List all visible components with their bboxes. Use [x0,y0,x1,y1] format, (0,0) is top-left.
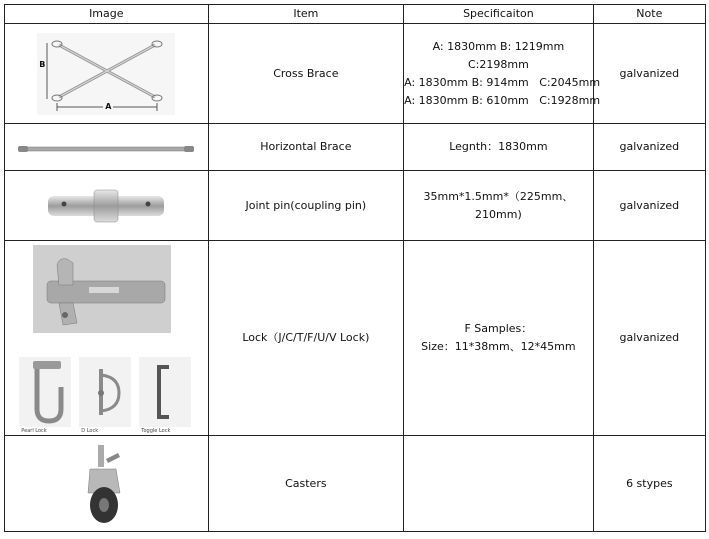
cross-brace-image [37,33,175,115]
header-specification: Specificaiton [404,5,594,24]
spec-table [4,4,706,532]
spec-line: F Samples： [464,322,533,335]
lock-caption: Toggle Lock [141,428,171,434]
toggle-lock-image [139,357,191,434]
item-cell: Cross Brace [208,24,404,124]
image-cell [5,171,209,241]
dimension-b-label: B [39,59,46,69]
table-row [5,241,706,436]
horizontal-brace-image [18,142,194,152]
dimension-a-label: A [105,101,112,111]
spec-cell [404,171,594,241]
table-row [5,436,706,532]
spec-cell [404,241,594,436]
caster-image [76,443,136,525]
note-cell: galvanized [593,171,705,241]
header-note: Note [593,5,705,24]
lock-caption: Pearl Lock [21,428,47,434]
note-cell: 6 stypes [593,436,705,532]
joint-pin-image [44,186,168,226]
spec-cell: Legnth：1830mm [404,124,594,171]
item-cell: Lock（J/C/T/F/U/V Lock) [208,241,404,436]
note-cell: galvanized [593,241,705,436]
spec-line: A: 1830mm B: 914mm C:2045mm [404,75,601,89]
image-cell [5,24,209,124]
image-cell [5,241,209,436]
spec-line: 210mm) [475,207,522,221]
lock-main-image [33,245,171,333]
spec-line: A: 1830mm B: 610mm C:1928mm [404,93,601,107]
j-lock-image [19,357,71,434]
spec-line: 35mm*1.5mm*（225mm、 [423,189,574,203]
header-item: Item [208,5,404,24]
lock-caption: D Lock [81,428,99,434]
item-cell: Joint pin(coupling pin) [208,171,404,241]
item-cell: Casters [208,436,404,532]
header-row [5,5,706,24]
table-row [5,171,706,241]
table-row [5,124,706,171]
note-cell: galvanized [593,24,705,124]
table-row [5,24,706,124]
lock-images [19,245,193,434]
spec-line: A: 1830mm B: 1219mm C:2198mm [432,39,565,71]
image-cell [5,436,209,532]
image-cell [5,124,209,171]
spec-line: Size：11*38mm、12*45mm [421,340,576,353]
spec-cell [404,24,601,124]
d-lock-image [79,357,131,434]
item-cell: Horizontal Brace [208,124,404,171]
note-cell: galvanized [593,124,705,171]
spec-cell [404,436,594,532]
header-image: Image [5,5,209,24]
